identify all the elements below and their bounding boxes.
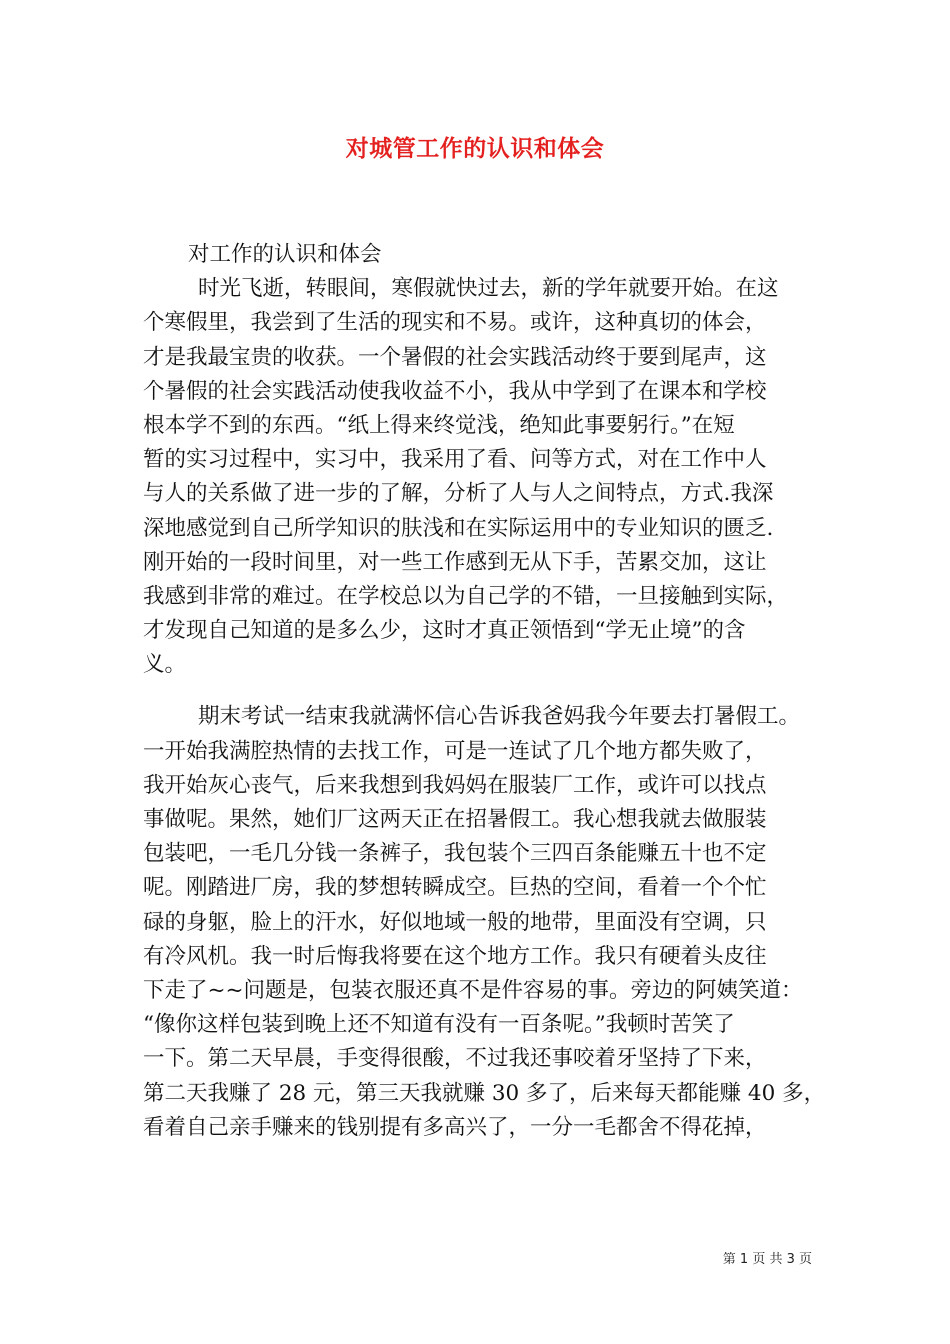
paragraph-line: 刚开始的一段时间里，对一些工作感到无从下手，苦累交加，这让: [143, 549, 767, 575]
paragraph-line: 我开始灰心丧气，后来我想到我妈妈在服装厂工作，或许可以找点: [143, 772, 767, 798]
paragraph-line: 第二天我赚了 28 元，第三天我就赚 30 多了，后来每天都能赚 40 多，: [143, 1080, 826, 1106]
paragraph-line: 看着自己亲手赚来的钱别提有多高兴了，一分一毛都舍不得花掉，: [143, 1114, 767, 1140]
paragraph-line: 碌的身躯，脸上的汗水，好似地域一般的地带，里面没有空调，只: [143, 909, 767, 935]
paragraph-line: 个暑假的社会实践活动使我收益不小，我从中学到了在课本和学校: [143, 378, 767, 404]
page-number-footer: 第 1 页 共 3 页: [722, 1252, 812, 1267]
paragraph-line: 暂的实习过程中，实习中，我采用了看、问等方式，对在工作中人: [143, 447, 767, 473]
section-subtitle: 对工作的认识和体会: [188, 242, 382, 267]
paragraph-line: 与人的关系做了进一步的了解，分析了人与人之间特点，方式.我深: [143, 481, 774, 507]
paragraph-line: 有冷风机。我一时后悔我将要在这个地方工作。我只有硬着头皮往: [143, 943, 767, 969]
paragraph-line: 包装吧，一毛几分钱一条裤子，我包装个三四百条能赚五十也不定: [143, 841, 767, 867]
paragraph-line: 我感到非常的难过。在学校总以为自己学的不错，一旦接触到实际，: [143, 583, 789, 609]
paragraph-line: “像你这样包装到晚上还不知道有没有一百条呢。”我顿时苦笑了: [143, 1012, 735, 1038]
paragraph-gap: [143, 682, 815, 700]
paragraph-line: 一开始我满腔热情的去找工作，可是一连试了几个地方都失败了，: [143, 738, 767, 764]
document-title: 对城管工作的认识和体会: [345, 136, 605, 162]
document-body: [143, 238, 826, 1145]
paragraph-line: 深地感觉到自己所学知识的肤浅和在实际运用中的专业知识的匮乏.: [143, 515, 774, 541]
paragraph-line: 事做呢。果然，她们厂这两天正在招暑假工。我心想我就去做服装: [143, 807, 767, 832]
paragraph-line: 呢。刚踏进厂房，我的梦想转瞬成空。巨热的空间，看着一个个忙: [143, 875, 767, 901]
paragraph-line: 才发现自己知道的是多么少，这时才真正领悟到“学无止境”的含: [143, 618, 746, 644]
paragraph-line: 时光飞逝，转眼间，寒假就快过去，新的学年就要开始。在这: [198, 276, 779, 302]
paragraph-line: 期末考试一结束我就满怀信心告诉我爸妈我今年要去打暑假工。: [198, 704, 801, 730]
paragraph-line: 才是我最宝贵的收获。一个暑假的社会实践活动终于要到尾声，这: [143, 344, 767, 370]
paragraph-1: [143, 272, 815, 682]
paragraph-2: [143, 700, 826, 1144]
paragraph-line: 义。: [143, 652, 187, 678]
paragraph-line: 个寒假里，我尝到了生活的现实和不易。或许，这种真切的体会，: [143, 310, 767, 336]
paragraph-line: 下走了~~问题是，包装衣服还真不是件容易的事。旁边的阿姨笑道：: [143, 977, 803, 1003]
paragraph-line: 一下。第二天早晨，手变得很酸，不过我还事咬着牙坚持了下来，: [143, 1046, 767, 1072]
paragraph-line: 根本学不到的东西。“纸上得来终觉浅，绝知此事要躬行。”在短: [143, 412, 735, 438]
